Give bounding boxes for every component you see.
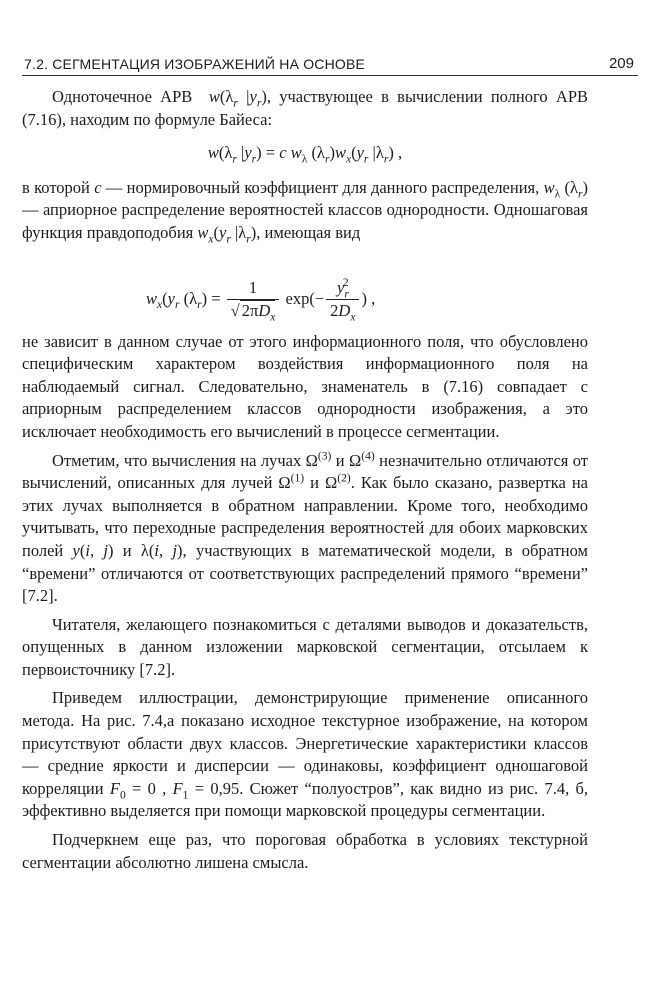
equation-bayes: $w(\lambda_r$ $|y_r) = c$ $w_\lambda$ $(\lambda_r)w_x(y_r$ $|\lambda_r$) , <box>207 143 403 166</box>
paragraph-1: Одноточечное АРВ $w(\lambda_r$ $|y_r$), участвующее в вычислении полного АРВ (7.16), находим по формуле Байеса: <box>22 87 588 129</box>
equation-likelihood: $w_x(y_r$ $(\lambda_r)$ = $\frac{1}{√ 2\pi D_x}$ exp(− $\frac{y_r^2}{2D_x}$ ) , <box>146 277 376 324</box>
paragraph-6: Приведем иллюстрации, демонстрирующие применение описанного метода. На рис. 7.4,а показано исходное текстурное изображение, на котором присутствуют области двух классов. Энергетические характеристики классов — средние яркости и дисперсии — одинаковы, коэффициент одношаговой корреляции $F_0 = 0$ , $F_1 = 0,95$. Сюжет “полуостров”, как видно из рис. 7.4, б, эффективно выделяется при помощи марковской процедуры сегментации. <box>22 688 589 821</box>
paragraph-5: Читателя, желающего познакомиться с деталями выводов и доказательств, опущенных в данном изложении марковской сегментации, отсылаем к первоисточнику [7.2]. <box>22 614 588 679</box>
paragraph-2: в которой c — нормировочный коэффициент для данного распределения, $w_\lambda$ $(\lambda_r)$ — априорное распределение вероятностей классов однородности. Одношаговая функция правдоподобия $w_x(y_r$ $|\lambda_r$), имеющая вид <box>22 177 588 246</box>
paragraph-4: Отметим, что вычисления на лучах $\Omega^{(3)}$ и $\Omega^{(4)}$ незначительно отличаются от вычислений, описанных для лучей $\Omega^{(1)}$ и $\Omega^{(2)}$. Как было сказано, развертка на этих лучах выполняется в обратном направлении. Кроме того, необходимо учитывать, что переходные распределения вероятностей для обоих марковских полей y(i, j) и λ(i, j), участвующих в математической модели, в обратном “времени” отличаются от соответствующих распределений прямого “времени” [7.2]. <box>22 450 589 606</box>
paragraph-7: Подчеркнем еще раз, что пороговая обработка в условиях текстурной сегментации абсолютно лишена смысла. <box>22 830 588 872</box>
page-number: 209 <box>608 55 634 72</box>
section-title: 7.2. СЕГМЕНТАЦИЯ ИЗОБРАЖЕНИЙ НА ОСНОВЕ <box>24 56 366 72</box>
running-header <box>22 52 638 74</box>
header-rule <box>22 75 638 76</box>
main-text <box>22 86 588 874</box>
paragraph-3: не зависит в данном случае от этого информационного поля, что обусловлено специфическим характером воздействия информационного поля на наблюдаемый сигнал. Следовательно, знаменатель в (7.16) совпадает с априорным распределением классов однородности изображения, а это исключает необходимость его вычислений в процессе сегментации. <box>22 331 588 441</box>
